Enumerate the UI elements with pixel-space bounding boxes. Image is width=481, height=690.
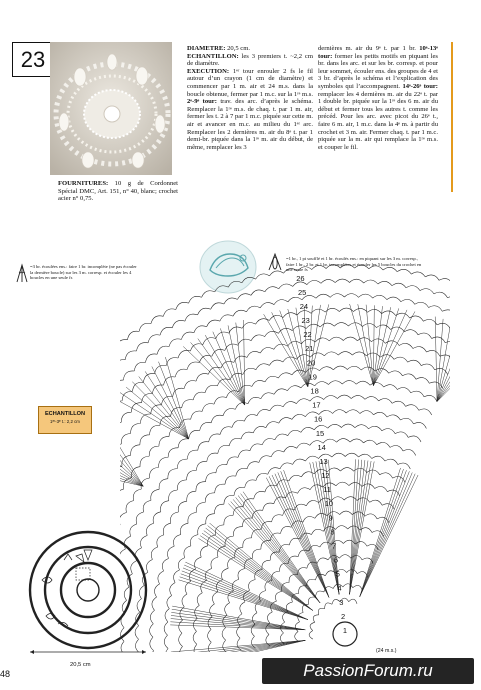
chain-arc-round bbox=[295, 584, 363, 642]
round-number-label: 24 bbox=[299, 302, 309, 311]
supplies bbox=[58, 180, 178, 203]
round-number-label: 26 bbox=[296, 273, 305, 283]
sample-value: les 3 premiers t. ~2,2 cm de diamètre. bbox=[187, 52, 313, 68]
round-number-label: 21 bbox=[305, 344, 314, 354]
watermark: PassionForum.ru bbox=[262, 658, 474, 684]
diameter-label: DIAMETRE: bbox=[187, 45, 226, 52]
chain-arc-round bbox=[120, 352, 448, 652]
round-number-label: 13 bbox=[319, 457, 328, 466]
round-number-label: 17 bbox=[312, 400, 321, 410]
stitch-fan bbox=[120, 357, 189, 439]
stitch-fan bbox=[199, 523, 313, 610]
round-number-label: 19 bbox=[308, 372, 317, 382]
sample-box-subtitle: 1ᵉʳ-3ᵉ t.: 2,2 cm bbox=[50, 419, 80, 424]
round-number-label: 18 bbox=[310, 386, 319, 396]
outer-ring bbox=[30, 532, 146, 648]
chain-arc-round bbox=[193, 482, 400, 652]
page-number: 48 bbox=[0, 669, 11, 679]
round-number-label: 5 bbox=[335, 569, 340, 579]
crochet-chart bbox=[120, 262, 450, 652]
round-number-label: 1 bbox=[342, 626, 347, 635]
round-number-label: 2 bbox=[341, 611, 346, 621]
round-number-label: 25 bbox=[298, 287, 307, 297]
round-number-label: 20 bbox=[306, 358, 316, 368]
chain-arc-round bbox=[120, 294, 450, 652]
orientation-diagram bbox=[18, 520, 158, 660]
supplies-text: 10 g de Cordonnet Spécial DMC, Art. 151, n° 40, blanc; crochet acier n° 0,75. bbox=[58, 180, 178, 203]
rounds-14-26-text: remplacer les 4 dernières m. air du 22ᵉ t. par 1 double br. piquée sur la 1ʳᵉ des 6 m. air du début et fermer tous les autres t. comme les précéd. Pour les arc. avec picot du 26ᵉ t., faire 6 m. air, 1 m.c. dans la 4ᵉ m. à partir du crochet et 3 m. air. Fermer chaq. t. par 1 m.c. piquée sur la m. air qui remplace la 1ʳᵉ m.s. et couper le fil. bbox=[318, 90, 438, 151]
inner-ring bbox=[61, 563, 115, 617]
stitch-fan bbox=[435, 317, 450, 402]
supplies-heading: FOURNITURES: bbox=[58, 180, 109, 187]
rounds-14-26-label: 14ᵉ-26ᵉ tour: bbox=[402, 82, 438, 90]
rounds-10-13-text: former les petits motifs en piquant les br. dans les arc. et sur les br. corresp. et pour leur sommet, écouler ens. des groupes de 4 et 3 br. d’après le schéma et l’explication des symboles qui l’accompagnent. bbox=[318, 52, 438, 90]
instructions-column-2 bbox=[318, 45, 438, 151]
diameter-value: 20,5 cm. bbox=[225, 45, 251, 52]
execution-text: 1ᵉʳ tour enrouler 2 fs le fil autour d’un crayon (1 cm de diamètre) et commencer par 1 m. air et 24 m.s. dans la boucle obtenue, fermer par 1 m.c. sur la 1ʳᵉ m.s. bbox=[187, 67, 313, 98]
legend-three-dc: =3 br. écoulées ens.: faire 1 br. incomplète (ne pas écouler la dernière boucle) sur les 3 m. corresp. et écouler les 4 boucles en une seule fs bbox=[30, 264, 137, 281]
legend-puff-stitch: =1 br., 1 pt soufflé et 1 br. écoulés ens.: en piquant sur les 3 m. corresp., faire 1 br., 2 br. et 1 br. incomplètes et écouler les 5 boucles du crochet en une seule fs bbox=[286, 256, 422, 273]
chain-arc-round bbox=[120, 279, 450, 652]
rounds-10-13-label: 10ᵉ-13ᵉ tour: bbox=[318, 45, 438, 60]
round-number-label: 23 bbox=[301, 316, 310, 326]
orange-rule bbox=[451, 42, 453, 192]
round-number-label: 4 bbox=[337, 583, 342, 593]
round-number-label: 10 bbox=[324, 499, 334, 509]
diameter-dimension: 20,5 cm bbox=[70, 662, 91, 668]
rounds-2-9-label: 2ᵉ-9ᵉ tour: bbox=[187, 98, 217, 106]
stitch-fan bbox=[264, 304, 329, 386]
round-number-label: 9 bbox=[328, 513, 333, 523]
chain-arc-round bbox=[120, 265, 450, 652]
round-number-label: 7 bbox=[332, 541, 337, 551]
instructions-column-1 bbox=[187, 45, 313, 151]
stitch-fan bbox=[171, 640, 306, 652]
round-number-label: 14 bbox=[317, 442, 326, 452]
round-number-label: 3 bbox=[339, 597, 344, 607]
execution-label: EXECUTION: bbox=[187, 67, 230, 75]
doily-photo bbox=[50, 42, 172, 175]
round-number-label: 16 bbox=[314, 414, 323, 424]
pattern-number: 23 bbox=[12, 42, 54, 77]
chain-arc-round bbox=[164, 453, 410, 652]
stitch-fan bbox=[350, 304, 415, 386]
stitch-fan bbox=[360, 468, 418, 597]
round-number-label: 15 bbox=[315, 428, 325, 438]
rounds-2-9-text: trav. des arc. d’après le schéma. Remplacer la 1ʳᵉ m.s. de chaq. t. par 1 m. air, fermer les t. 2 à 7 par 1 m.c. piquée sur cette m. air et avancer en m.c. au milieu du 1ᵉʳ arc. Remplacer les 2 dernières m. air du 8ᵉ t. par 1 demi-br. piquée dans la 1ʳᵉ m. air du début, de même, remplacer les 3 bbox=[187, 98, 314, 151]
sample-label: ECHANTILLON: bbox=[187, 52, 239, 60]
sample-box-title: ECHANTILLON bbox=[44, 411, 86, 417]
sample-box bbox=[38, 406, 92, 434]
round-number-label: 8 bbox=[330, 527, 335, 537]
round-9-continued: dernières m. air du 9ᵉ t. par 1 br. bbox=[318, 45, 420, 52]
round-number-label: 11 bbox=[323, 485, 331, 495]
three-dc-together-symbol-icon bbox=[14, 262, 30, 284]
center-ring bbox=[77, 579, 99, 601]
stitch-count-label: (24 m.s.) bbox=[376, 648, 397, 654]
round-number-label: 6 bbox=[333, 555, 339, 565]
chain-arc-round bbox=[280, 569, 367, 643]
round-number-label: 22 bbox=[303, 330, 312, 340]
round-number-label: 12 bbox=[321, 471, 330, 480]
